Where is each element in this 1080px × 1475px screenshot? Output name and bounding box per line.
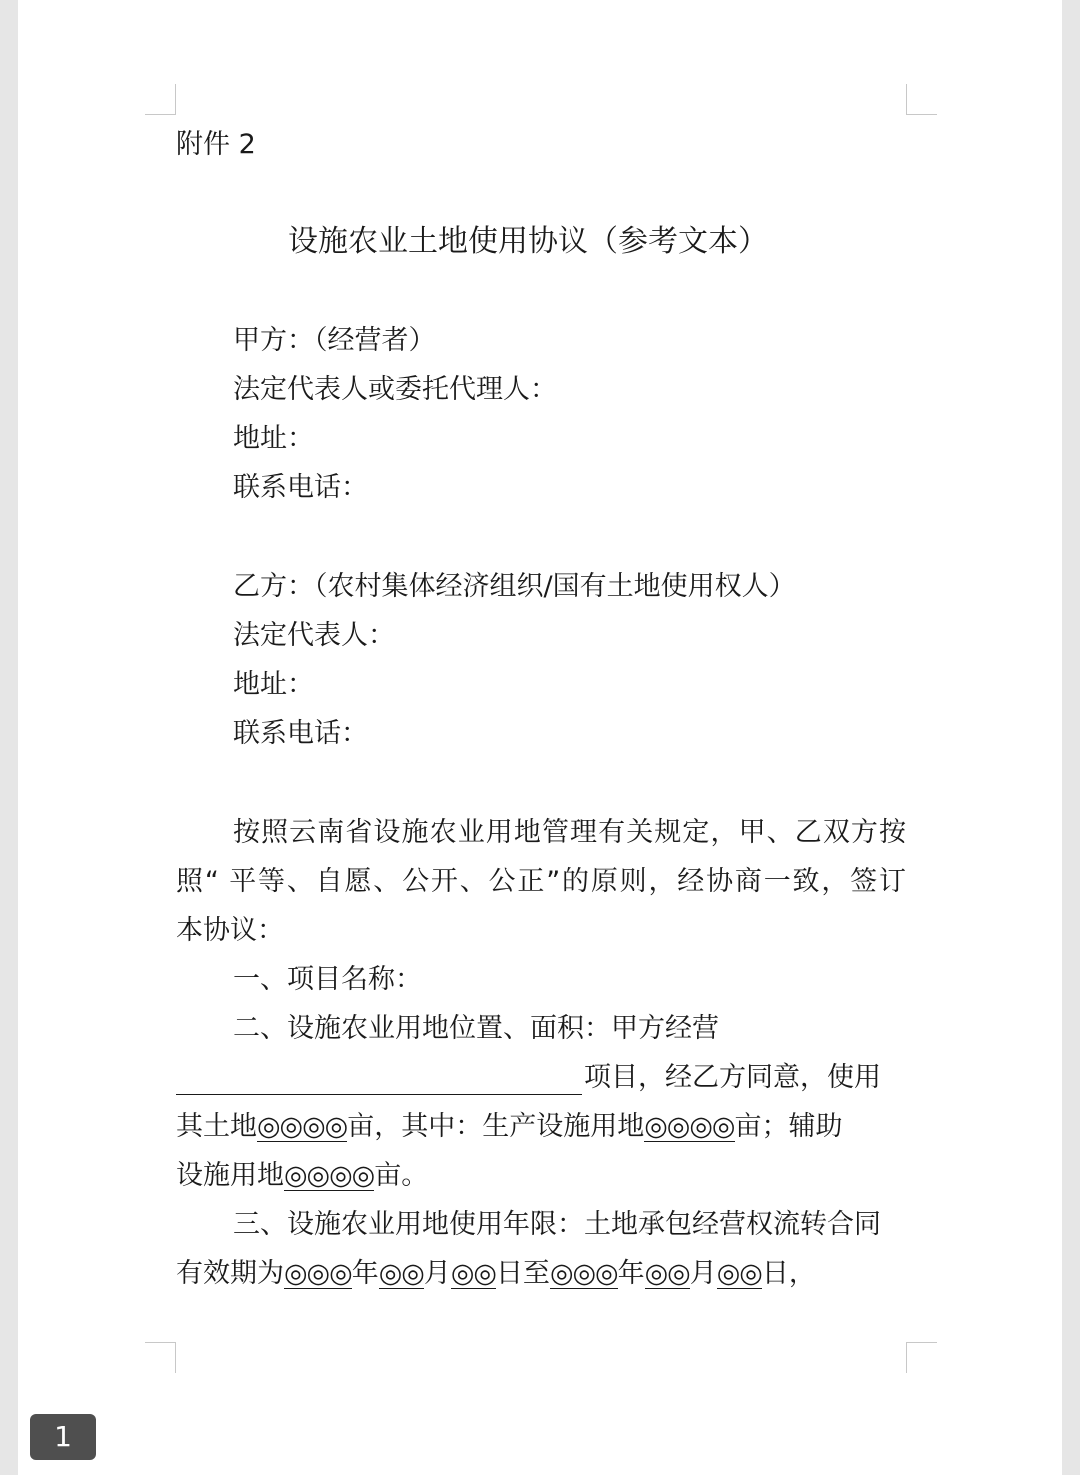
crop-mark-top-right [906,84,937,115]
intro-line-1: 按照云南省设施农业用地管理有关规定，甲、乙双方按 [233,817,906,848]
intro-line-3: 本协议： [176,915,284,946]
end-year-placeholder: ◎◎◎ [549,1258,618,1289]
page-number-badge[interactable]: 1 [30,1414,96,1460]
party-a-representative: 法定代表人或委托代理人： [233,374,557,405]
production-area-placeholder: ◎◎◎◎ [644,1111,735,1142]
attachment-label: 附件 2 [176,129,256,160]
total-area-placeholder: ◎◎◎◎ [257,1111,348,1142]
start-year-placeholder: ◎◎◎ [284,1258,352,1289]
crop-mark-top-left [145,84,176,115]
document-title: 设施农业土地使用协议（参考文本） [288,224,768,259]
party-b-phone: 联系电话： [233,718,368,749]
clause-1-project-name: 一、项目名称： [233,964,422,995]
party-a-heading: 甲方：（经营者） [233,325,436,356]
clause-3-line-1: 三、设施农业用地使用年限：土地承包经营权流转合同 [233,1209,881,1240]
crop-mark-bottom-right [906,1342,937,1373]
party-b-address: 地址： [233,669,314,700]
clause-2-line-4: 设施用地◎◎◎◎亩。 [176,1160,429,1191]
party-b-representative: 法定代表人： [233,620,395,651]
end-month-placeholder: ◎◎ [644,1258,690,1289]
document-page [18,0,1062,1475]
start-day-placeholder: ◎◎ [450,1258,496,1289]
party-a-phone: 联系电话： [233,472,368,503]
clause-3-line-2: 有效期为◎◎◎年◎◎月◎◎日至◎◎◎年◎◎月◎◎日， [176,1258,816,1289]
clause-2-line-3: 其土地◎◎◎◎亩，其中：生产设施用地◎◎◎◎亩；辅助 [176,1111,843,1142]
intro-line-2: 照“ 平等、自愿、公开、公正”的原则，经协商一致，签订 [176,866,906,897]
party-a-address: 地址： [233,423,314,454]
clause-2-line-1: 二、设施农业用地位置、面积：甲方经营 [233,1013,719,1044]
project-name-blank [176,1068,582,1095]
end-day-placeholder: ◎◎ [716,1258,762,1289]
party-b-heading: 乙方：（农村集体经济组织/国有土地使用权人） [233,571,796,602]
crop-mark-bottom-left [145,1342,176,1373]
auxiliary-area-placeholder: ◎◎◎◎ [284,1160,375,1191]
clause-2-line-2: 项目，经乙方同意，使用 [176,1061,881,1095]
start-month-placeholder: ◎◎ [378,1258,424,1289]
